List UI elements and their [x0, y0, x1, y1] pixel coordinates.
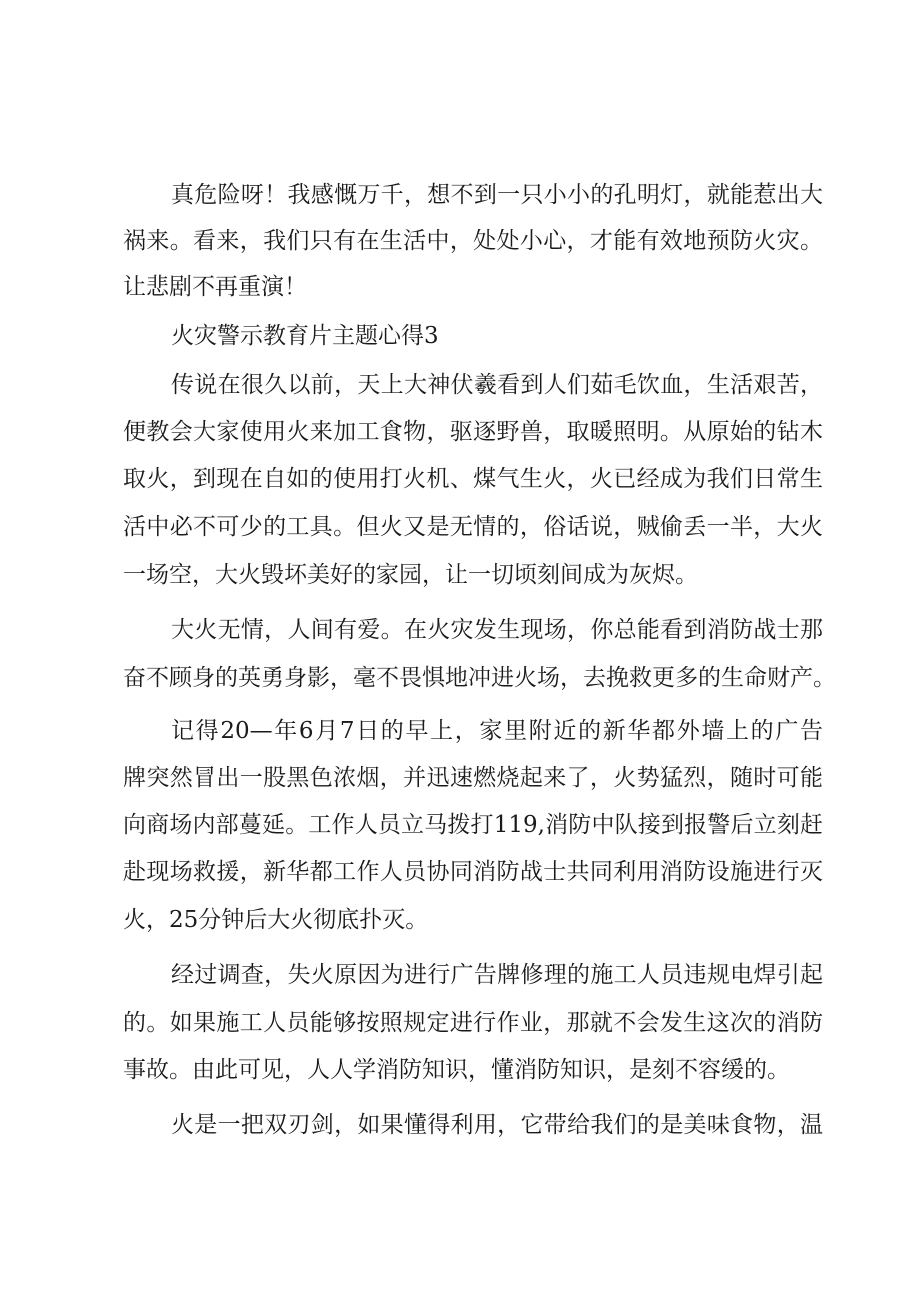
paragraph-line: 活中必不可少的工具。但火又是无情的，俗话说，贼偷丢一半，大火 — [123, 514, 823, 540]
paragraph-line: 便教会大家使用火来加工食物，驱逐野兽，取暖照明。从原始的钻木 — [123, 419, 823, 445]
paragraph-line: 向商场内部蔓延。工作人员立马拨打119,消防中队接到报警后立刻赶 — [123, 812, 823, 838]
paragraph-line: 火是一把双刃剑，如果懂得利用，它带给我们的是美味食物，温 — [171, 1112, 823, 1138]
section-heading: 火灾警示教育片主题心得3 — [171, 323, 439, 349]
paragraph-line: 记得20—年6月7日的早上，家里附近的新华都外墙上的广告 — [171, 718, 823, 744]
paragraph-line: 取火，到现在自如的使用打火机、煤气生火，火已经成为我们日常生 — [123, 466, 823, 492]
paragraph-line: 赴现场救援，新华都工作人员协同消防战士共同利用消防设施进行灭 — [123, 859, 823, 885]
paragraph-line: 一场空，大火毁坏美好的家园，让一切顷刻间成为灰烬。 — [123, 562, 698, 588]
paragraph-line: 经过调查，失火原因为进行广告牌修理的施工人员违规电焊引起 — [171, 962, 823, 988]
paragraph-line: 大火无情，人间有爱。在火灾发生现场，你总能看到消防战士那 — [171, 617, 823, 643]
paragraph-line: 让悲剧不再重演！ — [123, 274, 307, 300]
paragraph-line: 传说在很久以前，天上大神伏羲看到人们茹毛饮血，生活艰苦， — [171, 372, 823, 398]
paragraph-line: 事故。由此可见，人人学消防知识，懂消防知识，是刻不容缓的。 — [123, 1057, 790, 1083]
paragraph-line: 真危险呀！我感慨万千，想不到一只小小的孔明灯，就能惹出大 — [171, 182, 823, 208]
paragraph-line: 的。如果施工人员能够按照规定进行作业，那就不会发生这次的消防 — [123, 1010, 823, 1036]
paragraph-line: 火，25分钟后大火彻底扑灭。 — [123, 907, 429, 933]
paragraph-line: 牌突然冒出一股黑色浓烟，并迅速燃烧起来了，火势猛烈，随时可能 — [123, 765, 823, 791]
paragraph-line: 祸来。看来，我们只有在生活中，处处小心，才能有效地预防火灾。 — [123, 228, 823, 254]
paragraph-line: 奋不顾身的英勇身影，毫不畏惧地冲进火场，去挽救更多的生命财产。 — [123, 665, 836, 691]
